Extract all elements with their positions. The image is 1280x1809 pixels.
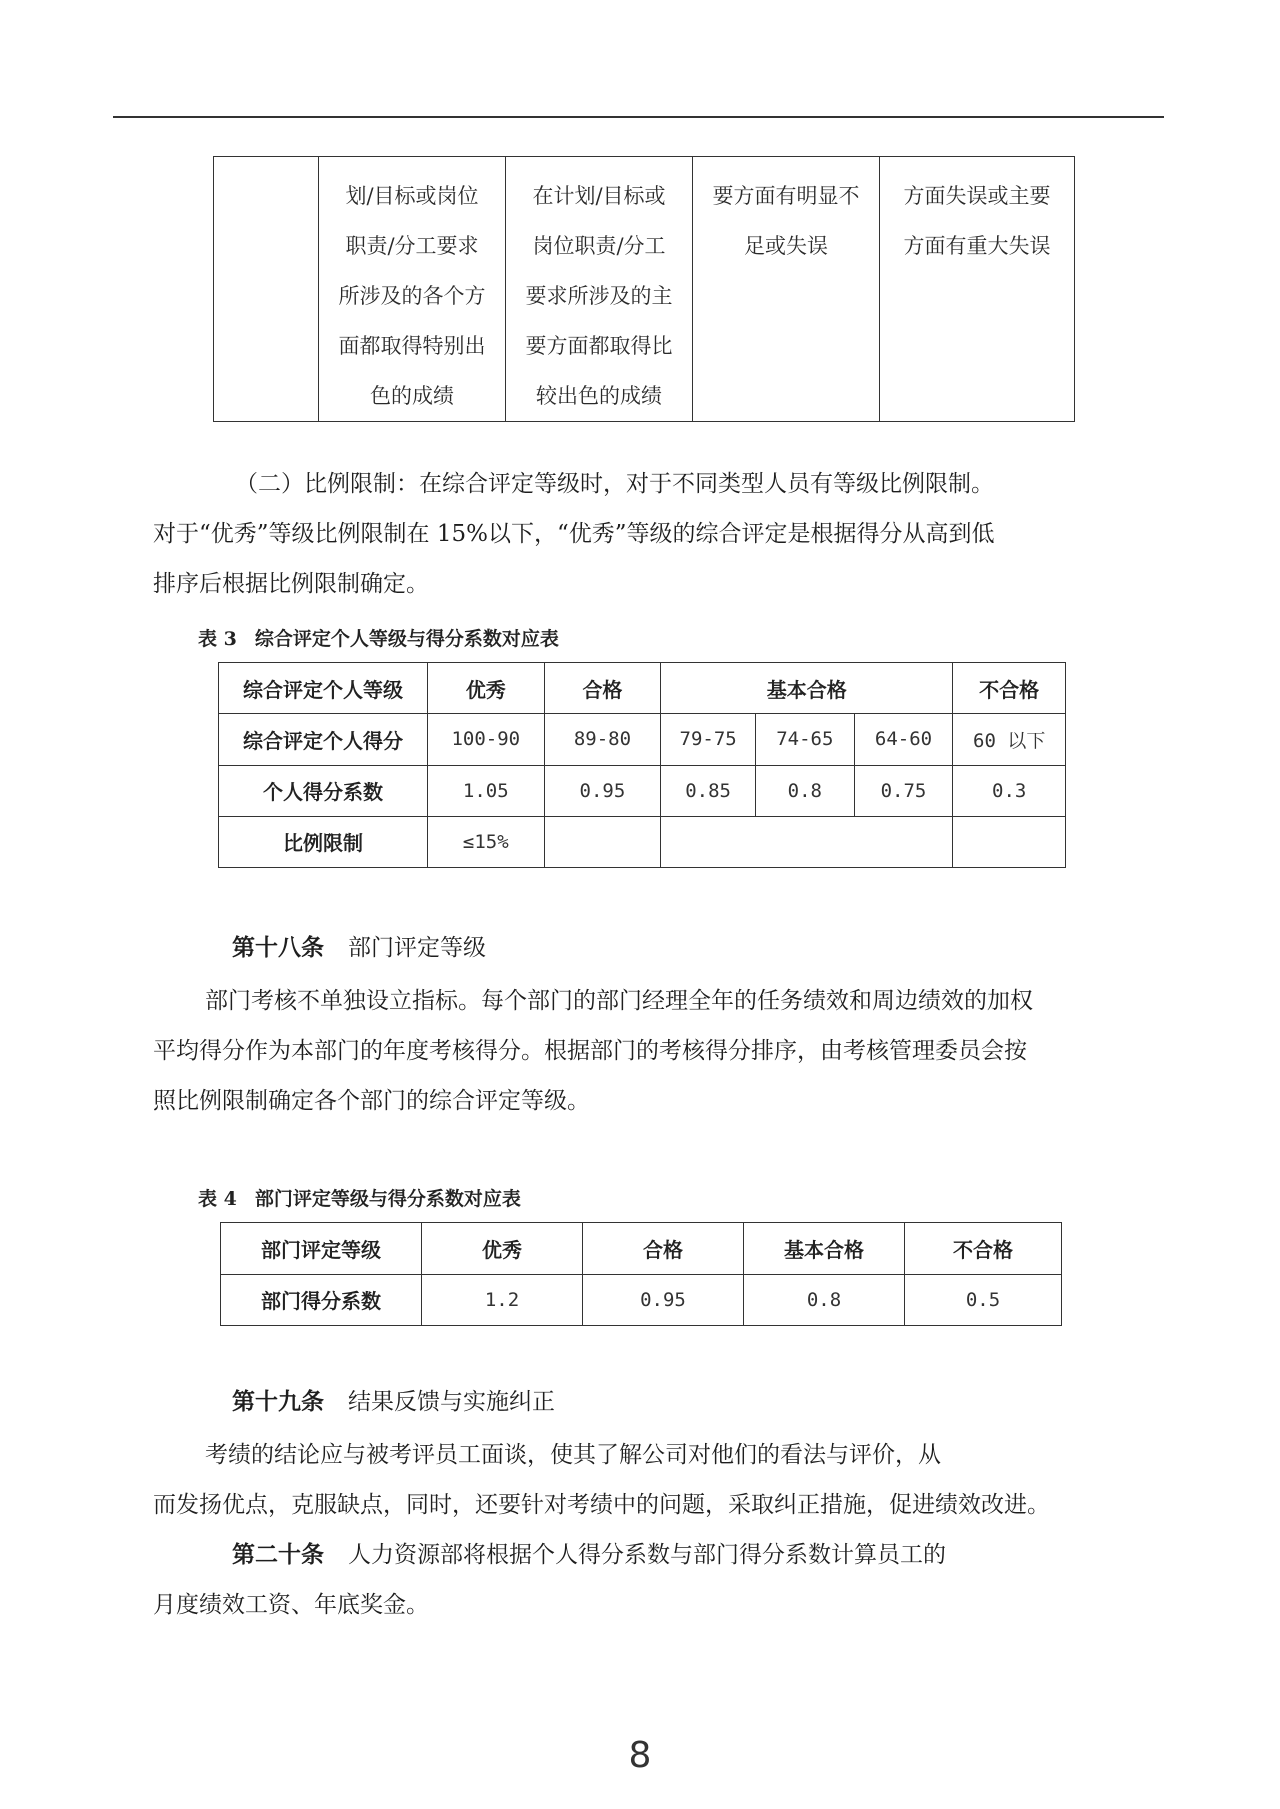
paragraph-line: 而发扬优点，克服缺点，同时，还要针对考绩中的问题，采取纠正措施，促进绩效改进。 xyxy=(153,1492,1050,1518)
article-title: 部门评定等级 xyxy=(348,935,486,961)
header-cell: 基本合格 xyxy=(661,663,953,714)
paragraph-line: 月度绩效工资、年底奖金。 xyxy=(153,1592,429,1618)
table-cell: 0.5 xyxy=(905,1274,1062,1326)
table-cell xyxy=(214,157,319,422)
table-cell: 100-90 xyxy=(428,714,545,765)
table-row xyxy=(221,1274,1062,1326)
table-cell: 74-65 xyxy=(755,714,854,765)
paragraph-line: 照比例限制确定各个部门的综合评定等级。 xyxy=(153,1088,590,1114)
row-header: 比例限制 xyxy=(219,816,428,867)
table-cell xyxy=(693,157,880,422)
cell-text: 要方面有明显不 足或失误 xyxy=(712,184,860,258)
header-cell: 合格 xyxy=(544,663,661,714)
table-cell: 0.8 xyxy=(755,765,854,816)
table-cell: ≤15% xyxy=(428,816,545,867)
row-header: 个人得分系数 xyxy=(219,765,428,816)
paragraph-line: 平均得分作为本部门的年度考核得分。根据部门的考核得分排序，由考核管理委员会按 xyxy=(153,1038,1027,1064)
table-cell: 0.75 xyxy=(854,765,953,816)
table3-caption xyxy=(198,624,559,651)
table-row xyxy=(214,157,1075,422)
paragraph-line: 对于“优秀”等级比例限制在 15%以下，“优秀”等级的综合评定是根据得分从高到低 xyxy=(153,521,995,547)
table-cell xyxy=(544,816,661,867)
table-cell: 60 以下 xyxy=(953,714,1066,765)
article18-heading xyxy=(232,928,486,968)
table-cell: 0.8 xyxy=(744,1274,905,1326)
table-cell xyxy=(953,816,1066,867)
header-rule xyxy=(113,116,1164,118)
article19-heading xyxy=(232,1382,555,1422)
table-cell: 0.3 xyxy=(953,765,1066,816)
table-cell: 64-60 xyxy=(854,714,953,765)
article18-body xyxy=(153,976,1133,1126)
table-row xyxy=(219,663,1066,714)
table-cell: 1.05 xyxy=(428,765,545,816)
table-cell xyxy=(506,157,693,422)
header-cell: 合格 xyxy=(583,1223,744,1275)
table4-caption-title: 部门评定等级与得分系数对应表 xyxy=(254,1188,521,1210)
table4-caption xyxy=(198,1184,521,1211)
cell-text: 方面失误或主要 方面有重大失误 xyxy=(903,184,1051,258)
table-cell: 89-80 xyxy=(544,714,661,765)
table3-caption-title: 综合评定个人等级与得分系数对应表 xyxy=(254,628,559,650)
article-number: 第十九条 xyxy=(232,1389,324,1415)
row-header: 部门得分系数 xyxy=(221,1274,422,1326)
header-cell: 优秀 xyxy=(422,1223,583,1275)
cell-text: 划/目标或岗位 职责/分工要求 所涉及的各个方 面都取得特别出 色的成绩 xyxy=(338,184,486,408)
article-title: 结果反馈与实施纠正 xyxy=(348,1389,555,1415)
article19-body xyxy=(153,1430,1133,1530)
cell-text: 在计划/目标或 岗位职责/分工 要求所涉及的主 要方面都取得比 较出色的成绩 xyxy=(525,184,673,408)
table-row xyxy=(219,714,1066,765)
table-row xyxy=(221,1223,1062,1275)
header-cell: 优秀 xyxy=(428,663,545,714)
table3-caption-number: 表 3 xyxy=(198,628,237,650)
paragraph-line: 排序后根据比例限制确定。 xyxy=(153,571,429,597)
header-cell: 不合格 xyxy=(905,1223,1062,1275)
paragraph-line: 考绩的结论应与被考评员工面谈，使其了解公司对他们的看法与评价，从 xyxy=(205,1442,941,1468)
row-header: 综合评定个人等级 xyxy=(219,663,428,714)
paragraph-line: （二）比例限制：在综合评定等级时，对于不同类型人员有等级比例限制。 xyxy=(235,471,994,497)
row-header: 部门评定等级 xyxy=(221,1223,422,1275)
row-header: 综合评定个人得分 xyxy=(219,714,428,765)
table-cell xyxy=(880,157,1075,422)
table-cell xyxy=(661,816,953,867)
table-cell: 79-75 xyxy=(661,714,756,765)
ratio-limit-paragraph xyxy=(153,459,1133,609)
table-row xyxy=(219,816,1066,867)
page-number: 8 xyxy=(628,1735,652,1776)
table-cell: 0.95 xyxy=(544,765,661,816)
article-number: 第二十条 xyxy=(232,1542,324,1568)
header-cell: 基本合格 xyxy=(744,1223,905,1275)
table-cell: 0.95 xyxy=(583,1274,744,1326)
table3-personal-grade xyxy=(218,662,1066,868)
header-cell: 不合格 xyxy=(953,663,1066,714)
table-row xyxy=(219,765,1066,816)
table4-department-grade xyxy=(220,1222,1062,1326)
table-cell: 1.2 xyxy=(422,1274,583,1326)
article-text: 人力资源部将根据个人得分系数与部门得分系数计算员工的 xyxy=(348,1542,946,1568)
continuation-table xyxy=(213,156,1075,422)
table-cell: 0.85 xyxy=(661,765,756,816)
article20-body xyxy=(153,1530,1133,1630)
article-number: 第十八条 xyxy=(232,935,324,961)
paragraph-line: 部门考核不单独设立指标。每个部门的部门经理全年的任务绩效和周边绩效的加权 xyxy=(205,988,1033,1014)
paragraph-line xyxy=(153,1530,1133,1580)
table-cell xyxy=(319,157,506,422)
table4-caption-number: 表 4 xyxy=(198,1188,237,1210)
